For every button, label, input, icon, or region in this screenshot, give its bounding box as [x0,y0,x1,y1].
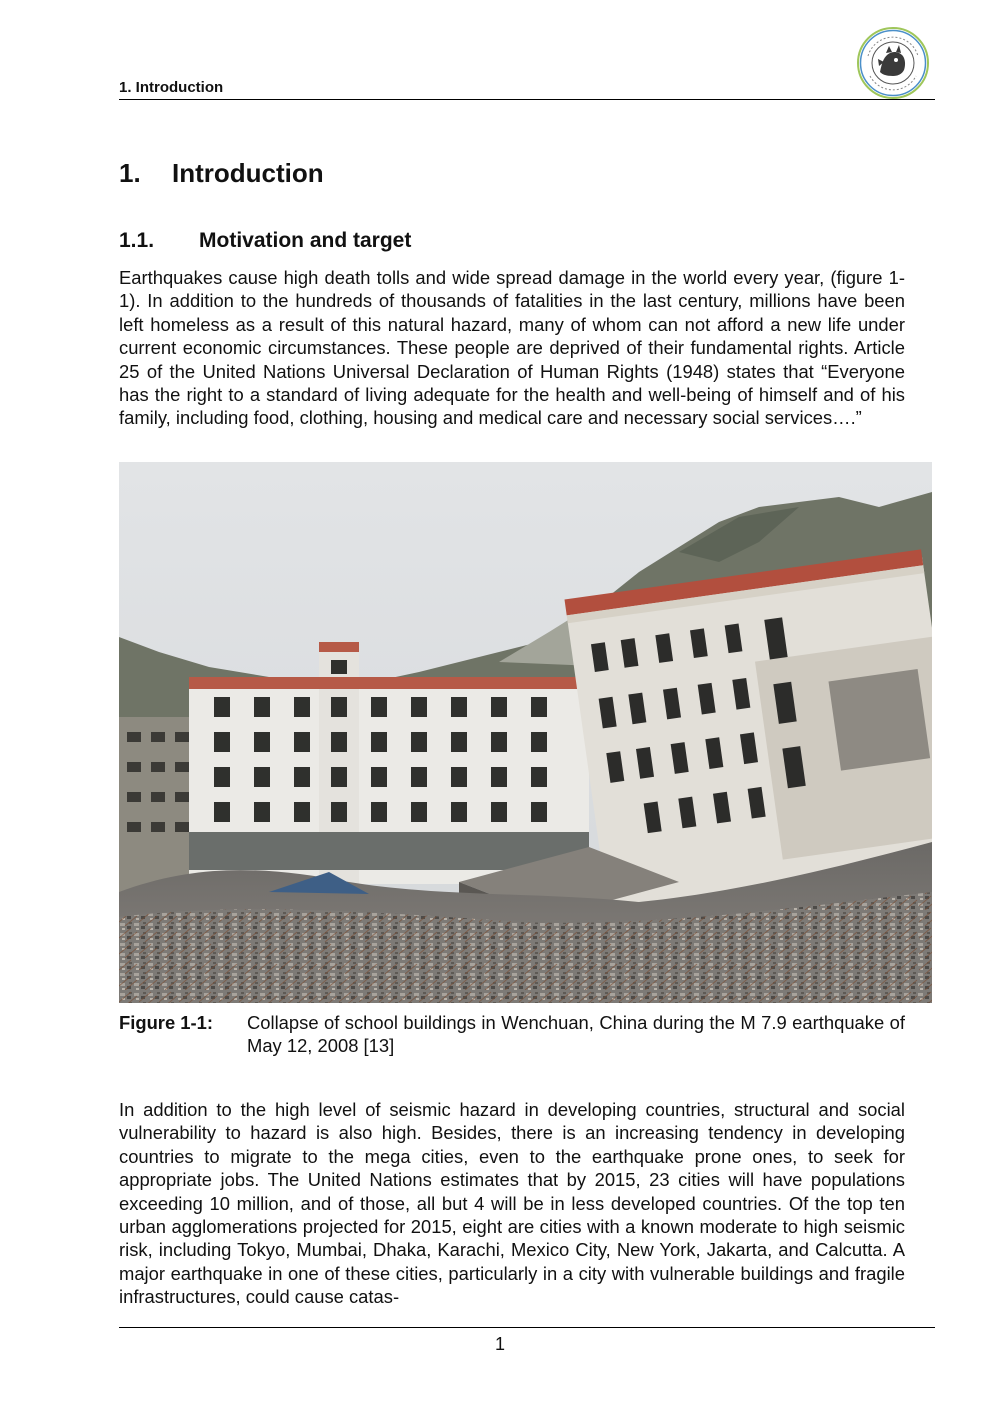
header-rule [119,99,935,100]
figure-caption [119,1011,905,1058]
chapter-title: Introduction [172,158,324,188]
section-heading [119,229,411,253]
figure-caption-text: Collapse of school buildings in Wenchuan, China during the M 7.9 earthquake of May 12, 2008 [13] [247,1012,905,1057]
running-header: 1. Introduction [119,79,224,96]
chapter-heading [119,158,324,189]
figure-label: Figure 1-1: [119,1012,214,1033]
figure-collapsed-school-photo [119,462,932,1003]
chapter-number: 1. [119,158,141,188]
university-seal-logo [856,26,930,100]
paragraph-seismic-hazard: In addition to the high level of seismic hazard in developing countries, structural and social vulnerability to hazard is also high. Besides, there is an increasing tendency in developing countries to migrate to the mega cities, even to the earthquake prone ones, to seek for appropriate jobs. The United Nations estimates that by 2015, 23 cities will have populations exceeding 10 million, and of those, all but 4 will be in less developed countries. Of the top ten urban agglomerations projected for 2015, eight are cities with a known moderate to high seismic risk, including Tokyo, Mumbai, Dhaka, Karachi, Mexico City, New York, Jakarta, and Calcutta. A major earthquake in one of these cities, particularly in a city with vulnerable buildings and fragile infrastructures, could cause catas- [119,1099,905,1308]
section-title: Motivation and target [199,229,412,252]
footer-rule [119,1327,935,1328]
section-number: 1.1. [119,229,155,252]
paragraph-motivation: Earthquakes cause high death tolls and wide spread damage in the world every year, (figure 1-1). In addition to the hundreds of thousands of fatalities in the last century, millions have been left homeless as a result of this natural hazard, many of whom can not afford a new life under current economic circumstances. These people are deprived of their fundamental rights. Article 25 of the United Nations Universal Declaration of Human Rights (1948) states that “Everyone has the right to a standard of living adequate for the health and well-being of himself and of his family, including food, clothing, housing and medical care and necessary social services….” [119,267,905,429]
page-number: 1 [494,1334,505,1354]
